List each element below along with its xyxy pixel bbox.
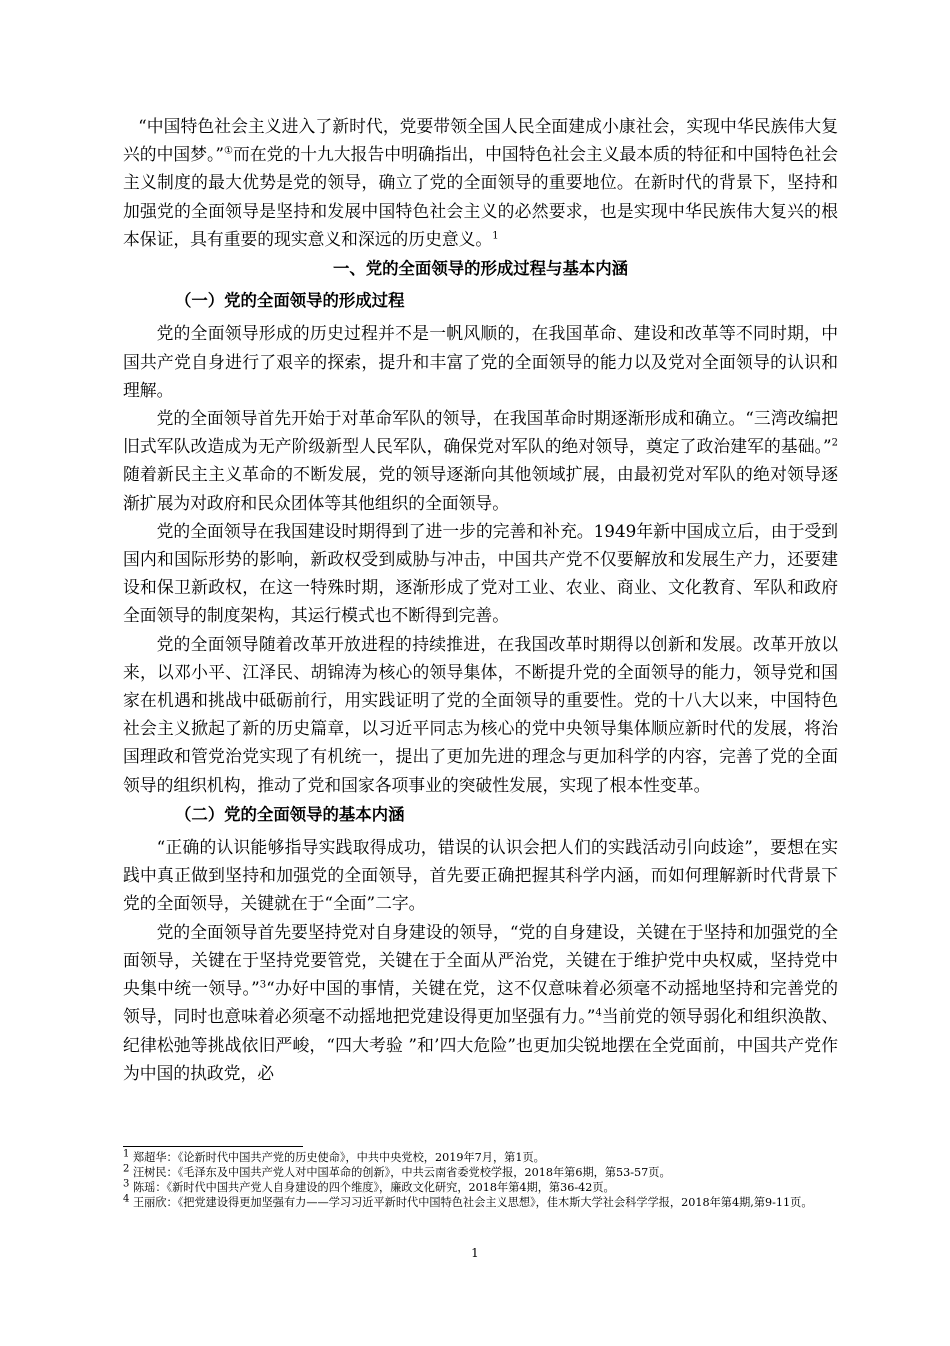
paragraph: 党的全面领导形成的历史过程并不是一帆风顺的，在我国革命、建设和改革等不同时期，中国共产党自身进行了艰辛的探索，提升和丰富了党的全面领导的能力以及党对全面领导的认识和理解。 (123, 323, 838, 400)
paragraph-part: 党的全面领导首先要坚持党对自身建设的领导，“党的自身建设，关键在于坚持和加强党的全面领导，关键在于坚持党要管党，关键在于全面从严治党，关键在于维护党中央权威，坚持党中央集中统一领导。” (123, 921, 838, 999)
paragraph (123, 404, 838, 517)
footnote (123, 1195, 838, 1210)
paragraph: 党的全面领导随着改革开放进程的持续推进，在我国改革时期得以创新和发展。改革开放以来，以邓小平、江泽民、胡锦涛为核心的领导集体，不断提升党的全面领导的能力，领导党和国家在机遇和挑战中砥砺前行，用实践证明了党的全面领导的重要性。党的十八大以来，中国特色社会主义掀起了新的历史篇章，以习近平同志为核心的党中央领导集体顺应新时代的发展，将治国理政和管党治党实现了有机统一，提出了更加先进的理念与更加科学的内容，完善了党的全面领导的组织机构，推动了党和国家各项事业的突破性发展，实现了根本性变革。 (123, 633, 838, 795)
page-number: 1 (471, 1246, 479, 1260)
paragraph (123, 918, 838, 1087)
intro-quote: “中国特色社会主义进入了新时代，党要带领全国人民全面建成小康社会，实现中华民族伟大复兴的中国梦。” (123, 116, 838, 165)
footnote-ref-3: 3 (259, 979, 267, 991)
intro-circled-mark: ① (224, 145, 234, 157)
paragraph: “正确的认识能够指导实践取得成功，错误的认识会把人们的实践活动引向歧途”，要想在实践中真正做到坚持和加强党的全面领导，首先要正确把握其科学内涵，而如何理解新时代背景下党的全面领导，关键就在于“全面”二字。 (123, 837, 838, 914)
footnote-text: 王丽欣：《把党建设得更加坚强有力——学习习近平新时代中国特色社会主义思想》，佳木斯大学社会科学学报，2018年第4期,第9-11页。 (132, 1196, 813, 1209)
intro-rest: 而在党的十九大报告中明确指出，中国特色社会主义最本质的特征和中国特色社会主义制度的最大优势是党的领导，确立了党的全面领导的重要地位。在新时代的背景下，坚持和加强党的全面领导是坚持和发展中国特色社会主义的必然要求，也是实现中华民族伟大复兴的根本保证，具有重要的现实意义和深远的历史意义。 (123, 144, 838, 249)
footnote (123, 1180, 838, 1195)
footnote-text: 汪树民：《毛泽东及中国共产党人对中国革命的创新》，中共云南省委党校学报，2018年第6期，第53-57页。 (132, 1166, 671, 1179)
footnote-ref-4: 4 (595, 1007, 602, 1019)
footnotes (123, 1150, 838, 1210)
section-title: 一、党的全面领导的形成过程与基本内涵 (332, 259, 629, 279)
intro-paragraph (123, 112, 838, 253)
footnote-number: 2 (123, 1163, 130, 1175)
paragraph-part: 党的全面领导首先开始于对革命军队的领导，在我国革命时期逐渐形成和确立。“三湾改编把旧式军队改造成为无产阶级新型人民军队，确保党对军队的绝对领导，奠定了政治建军的基础。” (123, 408, 838, 457)
footnote-text: 陈瑶：《新时代中国共产党人自身建设的四个维度》，廉政文化研究，2018年第4期，第36-42页。 (132, 1181, 615, 1194)
paragraph-part: 当前党的领导弱化和组织涣散、纪律松弛等挑战依旧严峻，“四大考验 ”和’四大危险”也更加尖锐地摆在全党面前，中国共产党作为中国的执政党，必 (123, 1006, 838, 1083)
footnote-number: 1 (123, 1148, 130, 1160)
footnote-number: 3 (123, 1178, 130, 1190)
paragraph-part: 随着新民主主义革命的不断发展，党的领导逐渐向其他领域扩展，由最初党对军队的绝对领导逐渐扩展为对政府和民众团体等其他组织的全面领导。 (123, 464, 838, 513)
paragraph: 党的全面领导在我国建设时期得到了进一步的完善和补充。1949年新中国成立后，由于受到国内和国际形势的影响，新政权受到威胁与冲击，中国共产党不仅要解放和发展生产力，还要建设和保卫新政权，在这一特殊时期，逐渐形成了党对工业、农业、商业、文化教育、军队和政府全面领导的制度架构，其运行模式也不断得到完善。 (123, 520, 838, 626)
footnote-text: 郑超华：《论新时代中国共产党的历史使命》，中共中央党校，2019年7月，第1页。 (132, 1151, 545, 1164)
footnote-ref-2: 2 (831, 437, 838, 449)
footnote-ref-1: 1 (492, 230, 499, 242)
subsection-title-2: （二）党的全面领导的基本内涵 (175, 804, 405, 824)
footnote (123, 1165, 838, 1180)
footnote-number: 4 (123, 1193, 130, 1205)
footnote-divider (123, 1146, 303, 1147)
body-text (123, 112, 838, 1087)
footnote (123, 1150, 838, 1165)
subsection-title-1: （一）党的全面领导的形成过程 (175, 291, 405, 311)
paragraph-part: “办好中国的事情，关键在党，这不仅意味着必须毫不动摇地坚持和完善党的领导，同时也意味着必须毫不动摇地把党建设得更加坚强有力。” (123, 978, 838, 1027)
